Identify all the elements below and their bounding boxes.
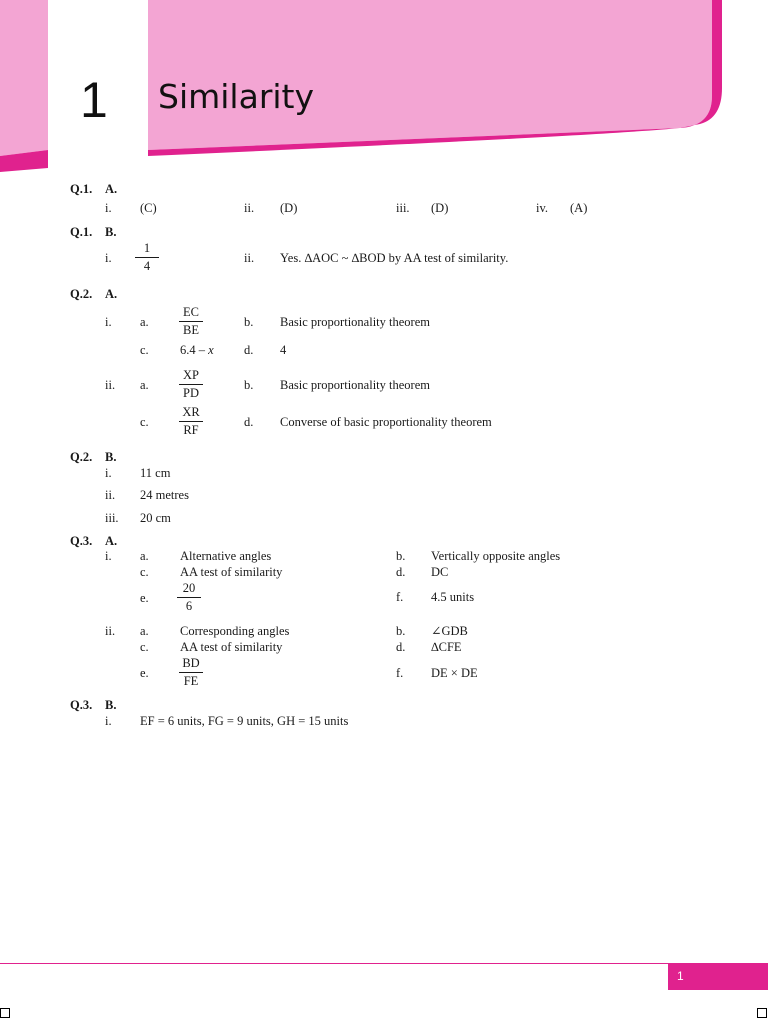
q2b-ii-roman: ii. — [105, 488, 116, 502]
q2a-i-d-letter: d. — [244, 343, 254, 357]
q2a-ii-b-text: Basic proportionality theorem — [280, 378, 430, 392]
fraction-denominator: FE — [183, 674, 199, 688]
q2a-i-a-fraction — [179, 305, 203, 338]
crop-mark-right — [757, 1008, 767, 1018]
q1b-i-fraction — [135, 241, 159, 274]
q3a-i-c-text: AA test of similarity — [180, 565, 283, 579]
q2a-i-d-text: 4 — [280, 343, 287, 357]
q3b-i-roman: i. — [105, 714, 112, 728]
fraction-numerator: 20 — [182, 581, 196, 595]
q1a-i-roman: i. — [105, 201, 112, 215]
q2b-part: B. — [105, 450, 117, 464]
q2a-ii-d-letter: d. — [244, 415, 254, 429]
fraction-bar — [135, 257, 159, 258]
q2a-i-roman: i. — [105, 315, 112, 329]
banner-left-tab — [0, 0, 48, 156]
fraction-denominator: BE — [183, 323, 199, 337]
crop-mark-left — [0, 1008, 10, 1018]
q2b-number: Q.2. — [70, 450, 93, 464]
fraction-bar — [179, 384, 203, 385]
fraction-numerator: BD — [182, 656, 200, 670]
q3a-i-e-fraction — [177, 581, 201, 614]
q3a-i-a-text: Alternative angles — [180, 549, 272, 563]
q3a-i-a-letter: a. — [140, 549, 149, 563]
q3b-part: B. — [105, 698, 117, 712]
fraction-numerator: XR — [182, 405, 200, 419]
q3a-ii-c-letter: c. — [140, 640, 149, 654]
variable-x: x — [208, 343, 214, 357]
q1a-ii-answer: (D) — [280, 201, 298, 215]
q1b-ii-answer: Yes. ∆AOC ~ ∆BOD by AA test of similarity. — [280, 251, 509, 265]
q3a-ii-f-letter: f. — [396, 666, 404, 680]
q2a-i-c-letter: c. — [140, 343, 149, 357]
fraction-denominator: PD — [183, 386, 199, 400]
q2a-i-a-letter: a. — [140, 315, 149, 329]
q1a-iii-answer: (D) — [431, 201, 449, 215]
fraction-denominator: 6 — [185, 599, 193, 613]
q3a-part: A. — [105, 534, 118, 548]
q3b-i-answer: EF = 6 units, FG = 9 units, GH = 15 units — [140, 714, 349, 728]
q2a-ii-d-text: Converse of basic proportionality theorem — [280, 415, 492, 429]
q3a-ii-roman: ii. — [105, 624, 116, 638]
q2a-i-c-text — [180, 342, 214, 358]
q2a-i-b-text: Basic proportionality theorem — [280, 315, 430, 329]
chapter-banner — [0, 0, 768, 175]
chapter-number: 1 — [80, 72, 108, 128]
q2a-i-b-letter: b. — [244, 315, 254, 329]
q3a-ii-a-text: Corresponding angles — [180, 624, 290, 638]
q3a-ii-d-letter: d. — [396, 640, 406, 654]
q3a-ii-d-text: ∆CFE — [431, 640, 462, 654]
q2a-number: Q.2. — [70, 287, 93, 301]
q3a-i-f-letter: f. — [396, 590, 404, 604]
q2a-ii-b-letter: b. — [244, 378, 254, 392]
q1b-i-roman: i. — [105, 251, 112, 265]
q2b-i-roman: i. — [105, 466, 112, 480]
q2a-ii-a-letter: a. — [140, 378, 149, 392]
fraction-denominator: 4 — [143, 259, 151, 273]
q3a-ii-e-letter: e. — [140, 666, 149, 680]
q1a-iii-roman: iii. — [396, 201, 410, 215]
q3a-number: Q.3. — [70, 534, 93, 548]
q1b-part: B. — [105, 225, 117, 239]
q2a-part: A. — [105, 287, 118, 301]
fraction-bar — [179, 672, 203, 673]
q2b-iii-answer: 20 cm — [140, 511, 171, 525]
footer-rule — [0, 963, 768, 964]
fraction-bar — [179, 421, 203, 422]
fraction-numerator: XP — [183, 368, 199, 382]
chapter-title: Similarity — [158, 77, 315, 116]
q1a-number: Q.1. — [70, 182, 93, 196]
q3b-number: Q.3. — [70, 698, 93, 712]
fraction-bar — [179, 321, 203, 322]
q3a-ii-b-text: ∠GDB — [431, 624, 468, 638]
q3a-ii-f-text: DE × DE — [431, 666, 478, 680]
q1a-part: A. — [105, 182, 118, 196]
q2a-ii-roman: ii. — [105, 378, 116, 392]
page-number: 1 — [668, 964, 768, 990]
fraction-denominator: RF — [183, 423, 199, 437]
q3a-i-e-letter: e. — [140, 591, 149, 605]
q1b-ii-roman: ii. — [244, 251, 255, 265]
q1a-iv-answer: (A) — [570, 201, 588, 215]
fraction-numerator: EC — [183, 305, 199, 319]
q1a-ii-roman: ii. — [244, 201, 255, 215]
q3a-i-d-text: DC — [431, 565, 449, 579]
q3a-ii-b-letter: b. — [396, 624, 406, 638]
q2a-ii-a-fraction — [179, 368, 203, 401]
q1a-iv-roman: iv. — [536, 201, 549, 215]
q2b-i-answer: 11 cm — [140, 466, 171, 480]
q3a-i-d-letter: d. — [396, 565, 406, 579]
q2a-ii-c-letter: c. — [140, 415, 149, 429]
fraction-bar — [177, 597, 201, 598]
q1a-i-answer: (C) — [140, 201, 157, 215]
q3a-ii-c-text: AA test of similarity — [180, 640, 283, 654]
q1b-number: Q.1. — [70, 225, 93, 239]
q2b-iii-roman: iii. — [105, 511, 119, 525]
q3a-i-c-letter: c. — [140, 565, 149, 579]
q3a-i-roman: i. — [105, 549, 112, 563]
q3a-i-f-text: 4.5 units — [431, 590, 475, 604]
q3a-ii-a-letter: a. — [140, 624, 149, 638]
q2b-ii-answer: 24 metres — [140, 488, 189, 502]
expression-prefix: 6.4 – — [180, 343, 209, 357]
fraction-numerator: 1 — [143, 241, 151, 255]
q2a-ii-c-fraction — [179, 405, 203, 438]
q3a-ii-e-fraction — [179, 656, 203, 689]
q3a-i-b-letter: b. — [396, 549, 406, 563]
q3a-i-b-text: Vertically opposite angles — [431, 549, 561, 563]
